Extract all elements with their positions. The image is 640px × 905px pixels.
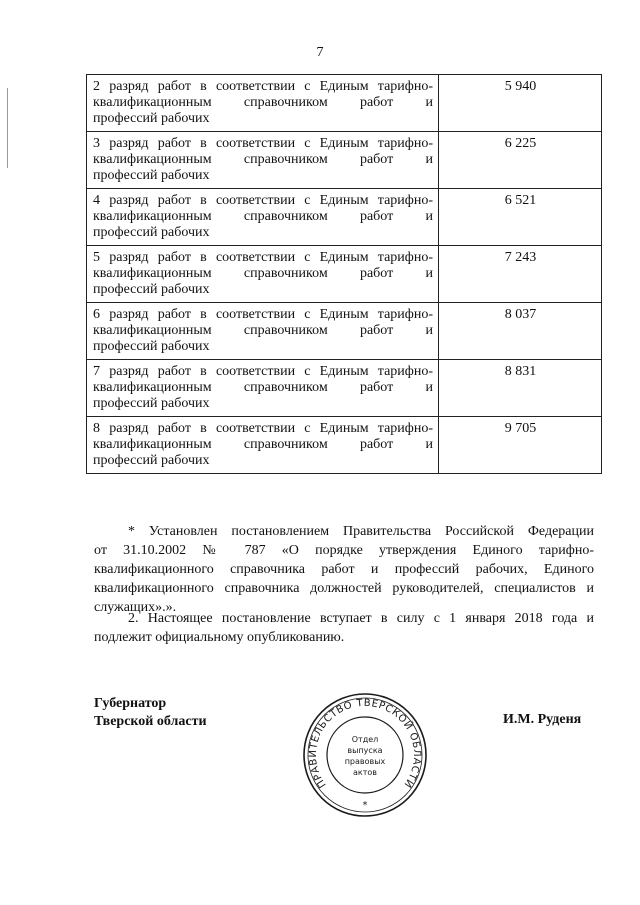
grade-description-line: 8 разряд работ в соответствии с Единым тарифно- [93,421,433,436]
table-row [87,360,602,417]
grade-description-line: квалификационным справочником работ и [93,266,433,281]
footnote-line: служащих».». [94,600,177,615]
official-seal [300,690,430,820]
grade-description-line: профессий рабочих [93,111,210,126]
footnote-line: квалификационного справочника работ и профессий рабочих, Единого [94,562,594,577]
grade-description-line: квалификационным справочником работ и [93,323,433,338]
grade-description-line: 7 разряд работ в соответствии с Единым тарифно- [93,364,433,379]
grade-description-line: профессий рабочих [93,168,210,183]
rate-value-cell: 9 705 [439,417,602,474]
signatory-title-line: Тверской области [94,714,207,729]
table-row [87,189,602,246]
grade-description-line: квалификационным справочником работ и [93,152,433,167]
table-row [87,417,602,474]
table-row [87,75,602,132]
grade-description-line: профессий рабочих [93,396,210,411]
rate-value-cell: 6 521 [439,189,602,246]
grade-description-cell [87,75,439,132]
footnote-line: * Установлен постановлением Правительства Российской Федерации [128,524,594,539]
grade-description-line: 5 разряд работ в соответствии с Единым тарифно- [93,250,433,265]
seal-center-line: выпуска [347,746,383,755]
table-row [87,303,602,360]
grade-description-line: 2 разряд работ в соответствии с Единым тарифно- [93,79,433,94]
seal-center-line: актов [352,768,378,777]
grade-description-cell [87,303,439,360]
grade-description-line: 4 разряд работ в соответствии с Единым тарифно- [93,193,433,208]
rate-value-cell: 8 037 [439,303,602,360]
rate-value-cell: 5 940 [439,75,602,132]
paragraph-line: 2. Настоящее постановление вступает в силу с 1 января 2018 года и [128,611,594,626]
signatory-title-line: Губернатор [94,696,167,711]
grade-description-line: 3 разряд работ в соответствии с Единым тарифно- [93,136,433,151]
page-number: 7 [316,45,324,60]
grade-description-cell [87,132,439,189]
grade-description-line: профессий рабочих [93,453,210,468]
seal-center-line: правовых [344,757,386,766]
grade-description-line: профессий рабочих [93,339,210,354]
margin-mark [7,88,8,168]
grade-description-line: профессий рабочих [93,225,210,240]
grade-description-cell [87,417,439,474]
grade-description-cell [87,246,439,303]
footnote [94,522,594,617]
rates-table [86,74,602,474]
signatory-title [94,695,207,731]
grade-description-line: 6 разряд работ в соответствии с Единым тарифно- [93,307,433,322]
rate-value-cell: 8 831 [439,360,602,417]
grade-description-line: квалификационным справочником работ и [93,209,433,224]
grade-description-line: квалификационным справочником работ и [93,437,433,452]
footnote-line: от 31.10.2002 № 787 «О порядке утверждения Единого тарифно- [94,543,594,558]
rate-value-cell: 7 243 [439,246,602,303]
grade-description-line: квалификационным справочником работ и [93,380,433,395]
seal-center-line: Отдел [351,735,379,744]
signatory-name: И.М. Руденя [503,712,582,727]
rate-value-cell: 6 225 [439,132,602,189]
paragraph-line: подлежит официальному опубликованию. [94,630,345,645]
footnote-line: квалификационного справочника должностей руководителей, специалистов и [94,581,594,596]
seal-ring-text: ПРАВИТЕЛЬСТВО ТВЕРСКОЙ ОБЛАСТИ [307,697,423,790]
grade-description-cell [87,360,439,417]
grade-description-line: квалификационным справочником работ и [93,95,433,110]
grade-description-line: профессий рабочих [93,282,210,297]
grade-description-cell [87,189,439,246]
seal-star-icon: * [362,800,368,811]
table-row [87,132,602,189]
table-row [87,246,602,303]
effective-date-paragraph [94,609,594,647]
